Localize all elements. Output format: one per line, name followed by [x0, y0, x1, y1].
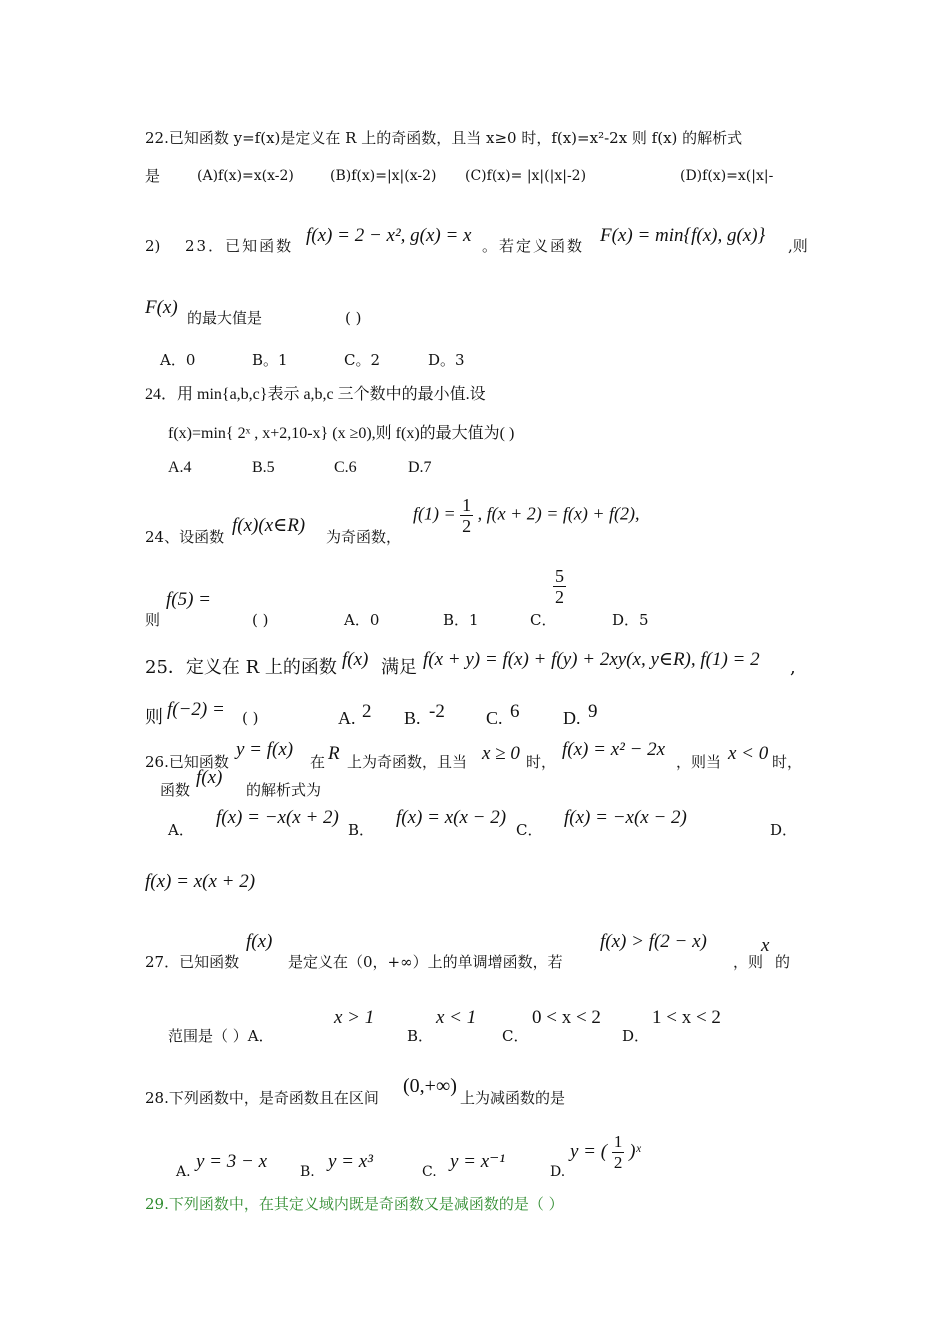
- q22-line3: 2): [145, 237, 161, 255]
- q23-paren: ( ): [345, 309, 362, 327]
- q24b-mid: 为奇函数，: [326, 528, 402, 546]
- q22-line2-prefix: 是: [145, 167, 161, 185]
- q28-fd-pre: y = (: [570, 1140, 608, 1162]
- q26-cond1: x ≥ 0: [482, 743, 520, 764]
- q26-option-b: B．: [348, 821, 375, 839]
- q24b-c-num: 5: [555, 566, 564, 586]
- q25-option-b: B.: [404, 708, 421, 728]
- q27-formula-b: x < 1: [436, 1007, 477, 1028]
- q27-formula-a: x > 1: [334, 1007, 375, 1028]
- q24b-frac-den: 2: [462, 516, 472, 536]
- q25-option-a: A.: [338, 708, 356, 728]
- q25-formula: f(x + y) = f(x) + f(y) + 2xy(x, y∈R), f(1) = 2: [423, 649, 760, 670]
- q22-option-a: (A)f(x)=x(x-2): [197, 168, 294, 184]
- q23-formula-fg: f(x) = 2 − x², g(x) = x: [306, 225, 472, 246]
- q24a-line1: 24．用 min{a,b,c}表示 a,b,c 三个数中的最小值.设: [145, 386, 486, 403]
- q22-option-c: (C)f(x)= |x|(|x|-2): [465, 168, 587, 184]
- q26-fx: f(x) = x² − 2x: [562, 739, 666, 760]
- q24b-formula: [413, 495, 640, 536]
- q25-comma: ,: [790, 657, 796, 678]
- q26-option-c: C．: [516, 821, 543, 839]
- q26-formula-d: f(x) = x(x + 2): [145, 871, 256, 892]
- q25-fm2: f(−2) =: [167, 699, 225, 720]
- q28-option-d: D.: [550, 1164, 566, 1180]
- q24a-line2: f(x)=min{ 2ˣ , x+2,10-x} (x ≥0),则 f(x)的最大值为( ): [168, 425, 515, 442]
- q24b-option-b: B．1: [443, 611, 479, 629]
- q28-formula-b: y = x³: [328, 1151, 373, 1172]
- q23-option-b: B。1: [252, 351, 288, 369]
- q24b-option-a: A．0: [344, 611, 380, 629]
- q22-option-b: (B)f(x)=|x|(x-2): [330, 168, 437, 184]
- q26-label: 26.已知函数: [145, 753, 229, 771]
- q28-label: 28.下列函数中，是奇函数且在区间: [145, 1089, 379, 1107]
- q22-option-d: (D)f(x)=x(|x|-: [680, 168, 774, 184]
- q27-option-c: C．: [502, 1027, 529, 1045]
- q28-end: 上为减函数的是: [460, 1089, 566, 1107]
- q26-formula-a: f(x) = −x(x + 2): [216, 807, 339, 828]
- q23-stem: 的最大值是: [187, 309, 263, 327]
- q25-value-c: 6: [510, 701, 520, 722]
- q27-de: 的: [775, 953, 791, 971]
- q24a-option-a: A.4: [168, 459, 192, 476]
- q27-formula-c: 0 < x < 2: [532, 1007, 601, 1028]
- q28-option-a: A.: [176, 1164, 191, 1180]
- q28-fd-num: 1: [613, 1132, 623, 1151]
- q27-option-b: B．: [407, 1027, 434, 1045]
- q26-formula-c: f(x) = −x(x − 2): [564, 807, 687, 828]
- q26-line2-end: 的解析式为: [246, 781, 322, 799]
- q28-fd-frac: [612, 1132, 625, 1173]
- q27-cond: f(x) > f(2 − x): [600, 931, 707, 952]
- q25-value-d: 9: [588, 701, 598, 722]
- q25-option-d: D.: [563, 708, 581, 728]
- q26-mid: 上为奇函数，且当: [347, 753, 468, 771]
- q26-then: ，则当: [676, 753, 722, 771]
- q23-label: 23．已知函数: [185, 237, 294, 255]
- q26-shi2: 时，: [772, 753, 803, 771]
- q24b-option-c-fraction: [553, 566, 566, 607]
- q24b-frac-num: 1: [462, 495, 472, 515]
- q24b-fx: f(x)(x∈R): [232, 515, 306, 536]
- q24b-fraction: [460, 495, 473, 536]
- q25-ze: 则: [145, 707, 163, 728]
- q24b-option-c: C．: [530, 611, 557, 629]
- q26-line2: 函数: [160, 781, 191, 799]
- q23-Fx: F(x): [145, 297, 178, 318]
- q28-formula-c: y = x⁻¹: [450, 1151, 505, 1172]
- q26-option-d: D．: [770, 821, 798, 839]
- q26-y: y = f(x): [236, 739, 294, 760]
- q28-formula-a: y = 3 − x: [196, 1151, 268, 1172]
- q24b-option-d: D．5: [612, 611, 649, 629]
- q23-mid: 。若定义函数: [482, 237, 585, 255]
- q23-formula-F: F(x) = min{f(x), g(x)}: [600, 225, 766, 246]
- q27-mid: 是定义在（0，+∞）上的单调增函数，若: [288, 953, 563, 971]
- q28-option-c: C.: [422, 1164, 437, 1180]
- q23-end: ,则: [788, 237, 808, 255]
- q28-formula-d: [570, 1132, 641, 1173]
- q26-fx2: f(x): [196, 767, 223, 788]
- q25-fx: f(x): [342, 649, 369, 670]
- q25-paren: ( ): [242, 709, 259, 727]
- q28-interval: (0,+∞): [403, 1075, 457, 1097]
- q24b-c-den: 2: [555, 587, 564, 607]
- q24a-option-d: D.7: [408, 459, 432, 476]
- q26-option-a: A．: [168, 821, 194, 839]
- q24b-ze: 则: [145, 611, 161, 629]
- q27-range: 范围是（ ）A．: [168, 1027, 274, 1045]
- q26-cond2: x < 0: [728, 743, 769, 764]
- q25-option-c: C.: [486, 708, 503, 728]
- q24b-formula-rhs: , f(x + 2) = f(x) + f(2),: [477, 503, 640, 524]
- q23-option-a: A．0: [160, 351, 196, 369]
- q24a-option-b: B.5: [252, 459, 275, 476]
- q24b-label: 24、设函数: [145, 528, 225, 546]
- q24b-f5: f(5) =: [166, 589, 212, 610]
- q26-on: 在: [310, 753, 326, 771]
- q28-fd-den: 2: [613, 1153, 623, 1172]
- q27-x: x: [761, 935, 770, 956]
- q29-text: 29.下列函数中，在其定义域内既是奇函数又是减函数的是（ ）: [145, 1195, 564, 1213]
- q23-option-c: C。2: [344, 351, 381, 369]
- q25-value-a: 2: [362, 701, 372, 722]
- q27-fx: f(x): [246, 931, 273, 952]
- q28-fd-post: )ˣ: [629, 1140, 641, 1162]
- q24b-c-frac: [553, 566, 566, 607]
- q27-label: 27．已知函数: [145, 953, 240, 971]
- q27-formula-d: 1 < x < 2: [652, 1007, 721, 1028]
- q25-mid: 满足: [381, 657, 417, 678]
- q24a-option-c: C.6: [334, 459, 357, 476]
- q24b-paren: ( ): [252, 611, 269, 629]
- q25-value-b: -2: [429, 701, 445, 722]
- q23-option-d: D。3: [428, 351, 465, 369]
- q24b-formula-lhs: f(1) =: [413, 503, 456, 524]
- q26-formula-b: f(x) = x(x − 2): [396, 807, 507, 828]
- q26-R: R: [328, 743, 340, 764]
- q28-option-b: B.: [300, 1164, 315, 1180]
- q22-line1: 22.已知函数 y=f(x)是定义在 R 上的奇函数，且当 x≥0 时，f(x)=x²-2x 则 f(x) 的解析式: [145, 129, 743, 147]
- q25-label: 25．定义在 R 上的函数: [145, 657, 337, 678]
- q27-option-d: D．: [622, 1027, 650, 1045]
- q26-shi1: 时，: [526, 753, 557, 771]
- q27-then: ，则: [733, 953, 764, 971]
